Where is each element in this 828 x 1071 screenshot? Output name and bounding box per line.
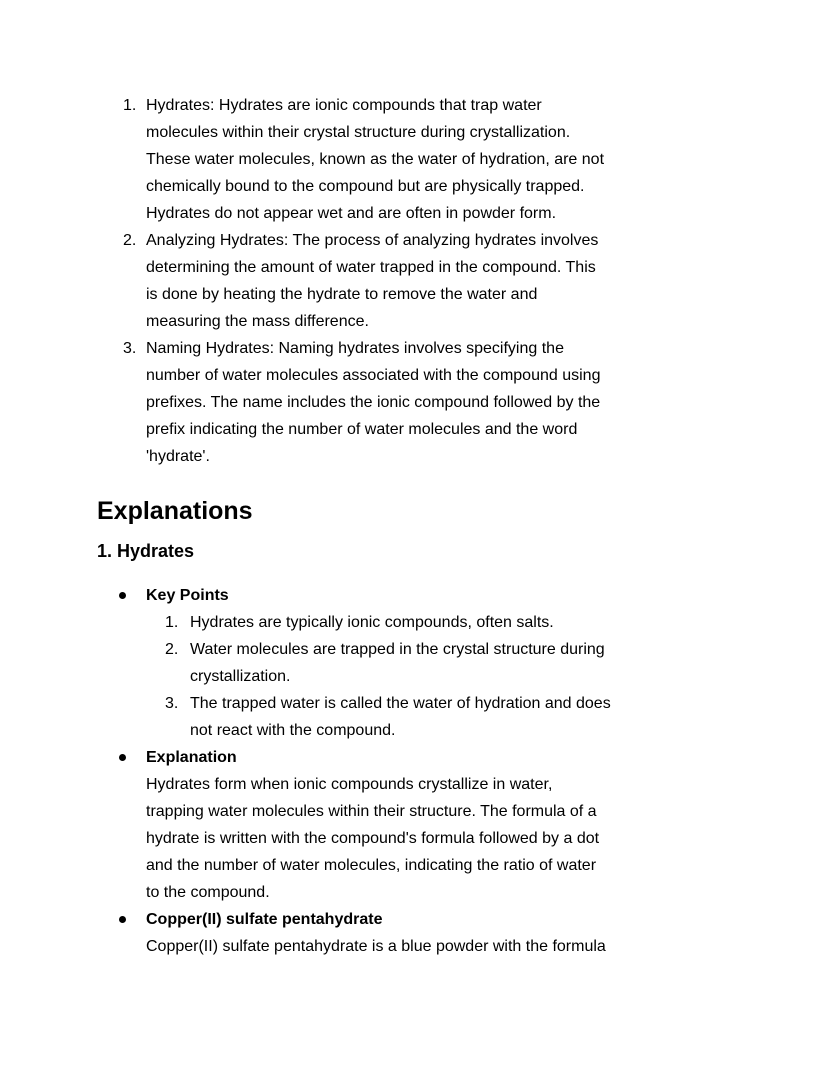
summary-list — [97, 92, 730, 470]
list-item — [146, 690, 730, 744]
list-item — [97, 92, 730, 227]
bullet-item-key-points — [97, 582, 730, 744]
list-item — [97, 227, 730, 335]
list-item — [97, 335, 730, 470]
bullet-text: Hydrates form when ionic compounds crystallize in water, trapping water molecules within their structure. The formula of a hydrate is written with the compound's formula followed by a dot and the number of water molecules, indicating the ratio of water to the compound. — [146, 776, 600, 901]
list-item-number: 2. — [123, 232, 137, 249]
list-item-text: Hydrates: Hydrates are ionic compounds that trap water molecules within their crystal structure during crystallization. These water molecules, known as the water of hydration, are not chemically bound to the compound but are physically trapped. Hydrates do not appear wet and are often in powder form. — [146, 97, 605, 222]
list-item-number: 1. — [165, 614, 179, 631]
list-item-number: 1. — [123, 97, 137, 114]
bullet-item-explanation — [97, 744, 730, 906]
heading-explanations: Explanations — [97, 497, 253, 525]
subheading-hydrates: 1. Hydrates — [97, 541, 195, 561]
list-item — [146, 609, 730, 636]
bullet-icon — [119, 754, 126, 761]
list-item-text: The trapped water is called the water of hydration and does not react with the compound. — [190, 695, 611, 739]
list-item — [146, 636, 730, 690]
list-item-text: Analyzing Hydrates: The process of analyzing hydrates involves determining the amount of water trapped in the compound. This is done by heating the hydrate to remove the water and measuring the mass difference. — [146, 232, 599, 330]
bullet-item-copper-sulfate — [97, 906, 730, 960]
bullet-text: Copper(II) sulfate pentahydrate is a blue powder with the formula — [146, 938, 606, 955]
bullet-label: Copper(II) sulfate pentahydrate — [146, 911, 383, 928]
list-item-number: 2. — [165, 641, 179, 658]
bullet-label: Explanation — [146, 749, 237, 766]
bullet-icon — [119, 916, 126, 923]
list-item-text: Water molecules are trapped in the crystal structure during crystallization. — [190, 641, 605, 685]
explanation-section — [97, 582, 730, 960]
list-item-text: Naming Hydrates: Naming hydrates involves specifying the number of water molecules associated with the compound using prefixes. The name includes the ionic compound followed by the prefix indicating the number of water molecules and the word 'hydrate'. — [146, 340, 601, 465]
bullet-icon — [119, 592, 126, 599]
key-points-list — [146, 609, 730, 744]
list-item-number: 3. — [165, 695, 179, 712]
bullet-label: Key Points — [146, 587, 229, 604]
list-item-text: Hydrates are typically ionic compounds, often salts. — [190, 614, 554, 631]
list-item-number: 3. — [123, 340, 137, 357]
